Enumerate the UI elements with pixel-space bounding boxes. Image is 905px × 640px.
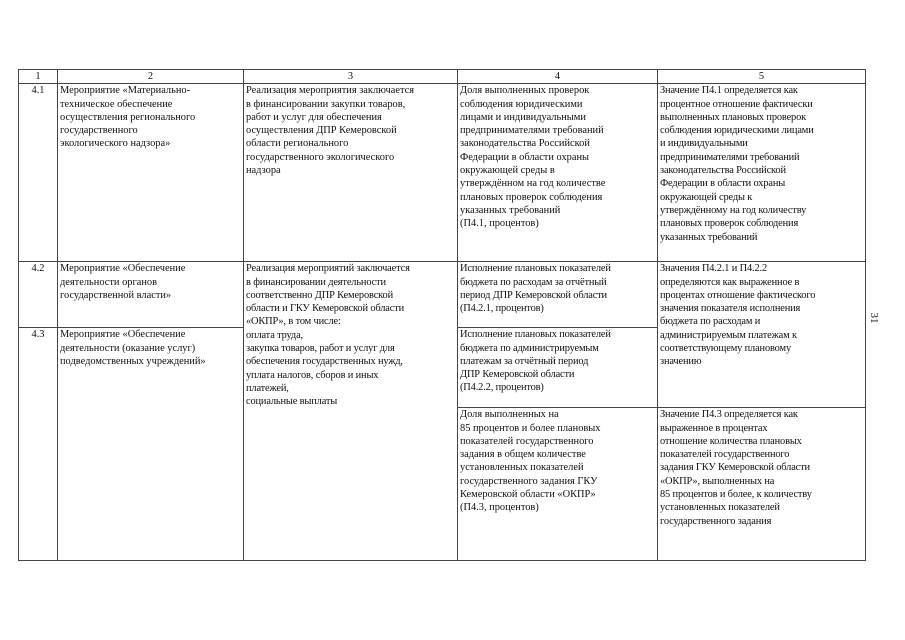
page-number: 31 — [868, 312, 880, 324]
method-cell: Значение П4.1 определяется как процентное отношение фактически выполненных плановых проверок соблюдения юридическими лицами и индивидуальными предпринимателями требований законодательства Российской Федерации в области охраны окружающей среды к утверждённому на год количеству плановых проверок соблюдения указанных требований — [658, 84, 866, 262]
indicator-cell: Доля выполненных проверок соблюдения юридическими лицами и индивидуальными предпринимателями требований законодательства Российской Федерации в области охраны окружающей среды в утверждённом на год количестве плановых проверок соблюдения указанных требований (П4.1, процентов) — [458, 84, 658, 262]
method-cell: Значения П4.2.1 и П4.2.2 определяются как выраженное в процентах отношение фактического значения показателя исполнения бюджета по расходам и администрируемым платежам к соответствующему плановому значению — [658, 262, 866, 408]
indicator-cell: Исполнение плановых показателей бюджета по расходам за отчётный период ДПР Кемеровской области (П4.2.1, процентов) — [458, 262, 658, 328]
indicator-cell: Доля выполненных на 85 процентов и более плановых показателей государственного задания в общем количестве установленных показателей государственного задания ГКУ Кемеровской области «ОКПР» (П4.3, процентов) — [458, 408, 658, 561]
event-cell: Мероприятие «Обеспечение деятельности (оказание услуг) подведомственных учреждений» — [58, 328, 244, 561]
row-number: 4.1 — [19, 84, 58, 262]
method-cell: Значение П4.3 определяется как выраженное в процентах отношение количества плановых показателей государственного задания ГКУ Кемеровской области «ОКПР», выполненных на 85 процентов и более, к количеству установленных показателей государственного задания — [658, 408, 866, 561]
table-row — [19, 84, 866, 262]
indicator-cell: Исполнение плановых показателей бюджета по администрируемым платежам за отчётный период ДПР Кемеровской области (П4.2.2, процентов) — [458, 328, 658, 408]
row-number: 4.3 — [19, 328, 58, 561]
header-col-2: 2 — [58, 70, 244, 84]
row-number: 4.2 — [19, 262, 58, 328]
event-cell: Мероприятие «Материально- техническое обеспечение осуществления регионального государственного экологического надзора» — [58, 84, 244, 262]
description-cell: Реализация мероприятия заключается в финансировании закупки товаров, работ и услуг для обеспечения осуществления ДПР Кемеровской области регионального государственного экологического надзора — [244, 84, 458, 262]
description-cell: Реализация мероприятий заключается в финансировании деятельности соответственно ДПР Кемеровской области и ГКУ Кемеровской области «ОКПР», в том числе: оплата труда, закупка товаров, работ и услуг для обеспечения государственных нужд, уплата налогов, сборов и иных платежей, социальные выплаты — [244, 262, 458, 561]
event-cell: Мероприятие «Обеспечение деятельности органов государственной власти» — [58, 262, 244, 328]
header-col-4: 4 — [458, 70, 658, 84]
header-col-3: 3 — [244, 70, 458, 84]
header-col-1: 1 — [19, 70, 58, 84]
table-header-row — [19, 70, 866, 84]
header-col-5: 5 — [658, 70, 866, 84]
table-row — [19, 262, 866, 328]
measures-table — [18, 69, 866, 561]
